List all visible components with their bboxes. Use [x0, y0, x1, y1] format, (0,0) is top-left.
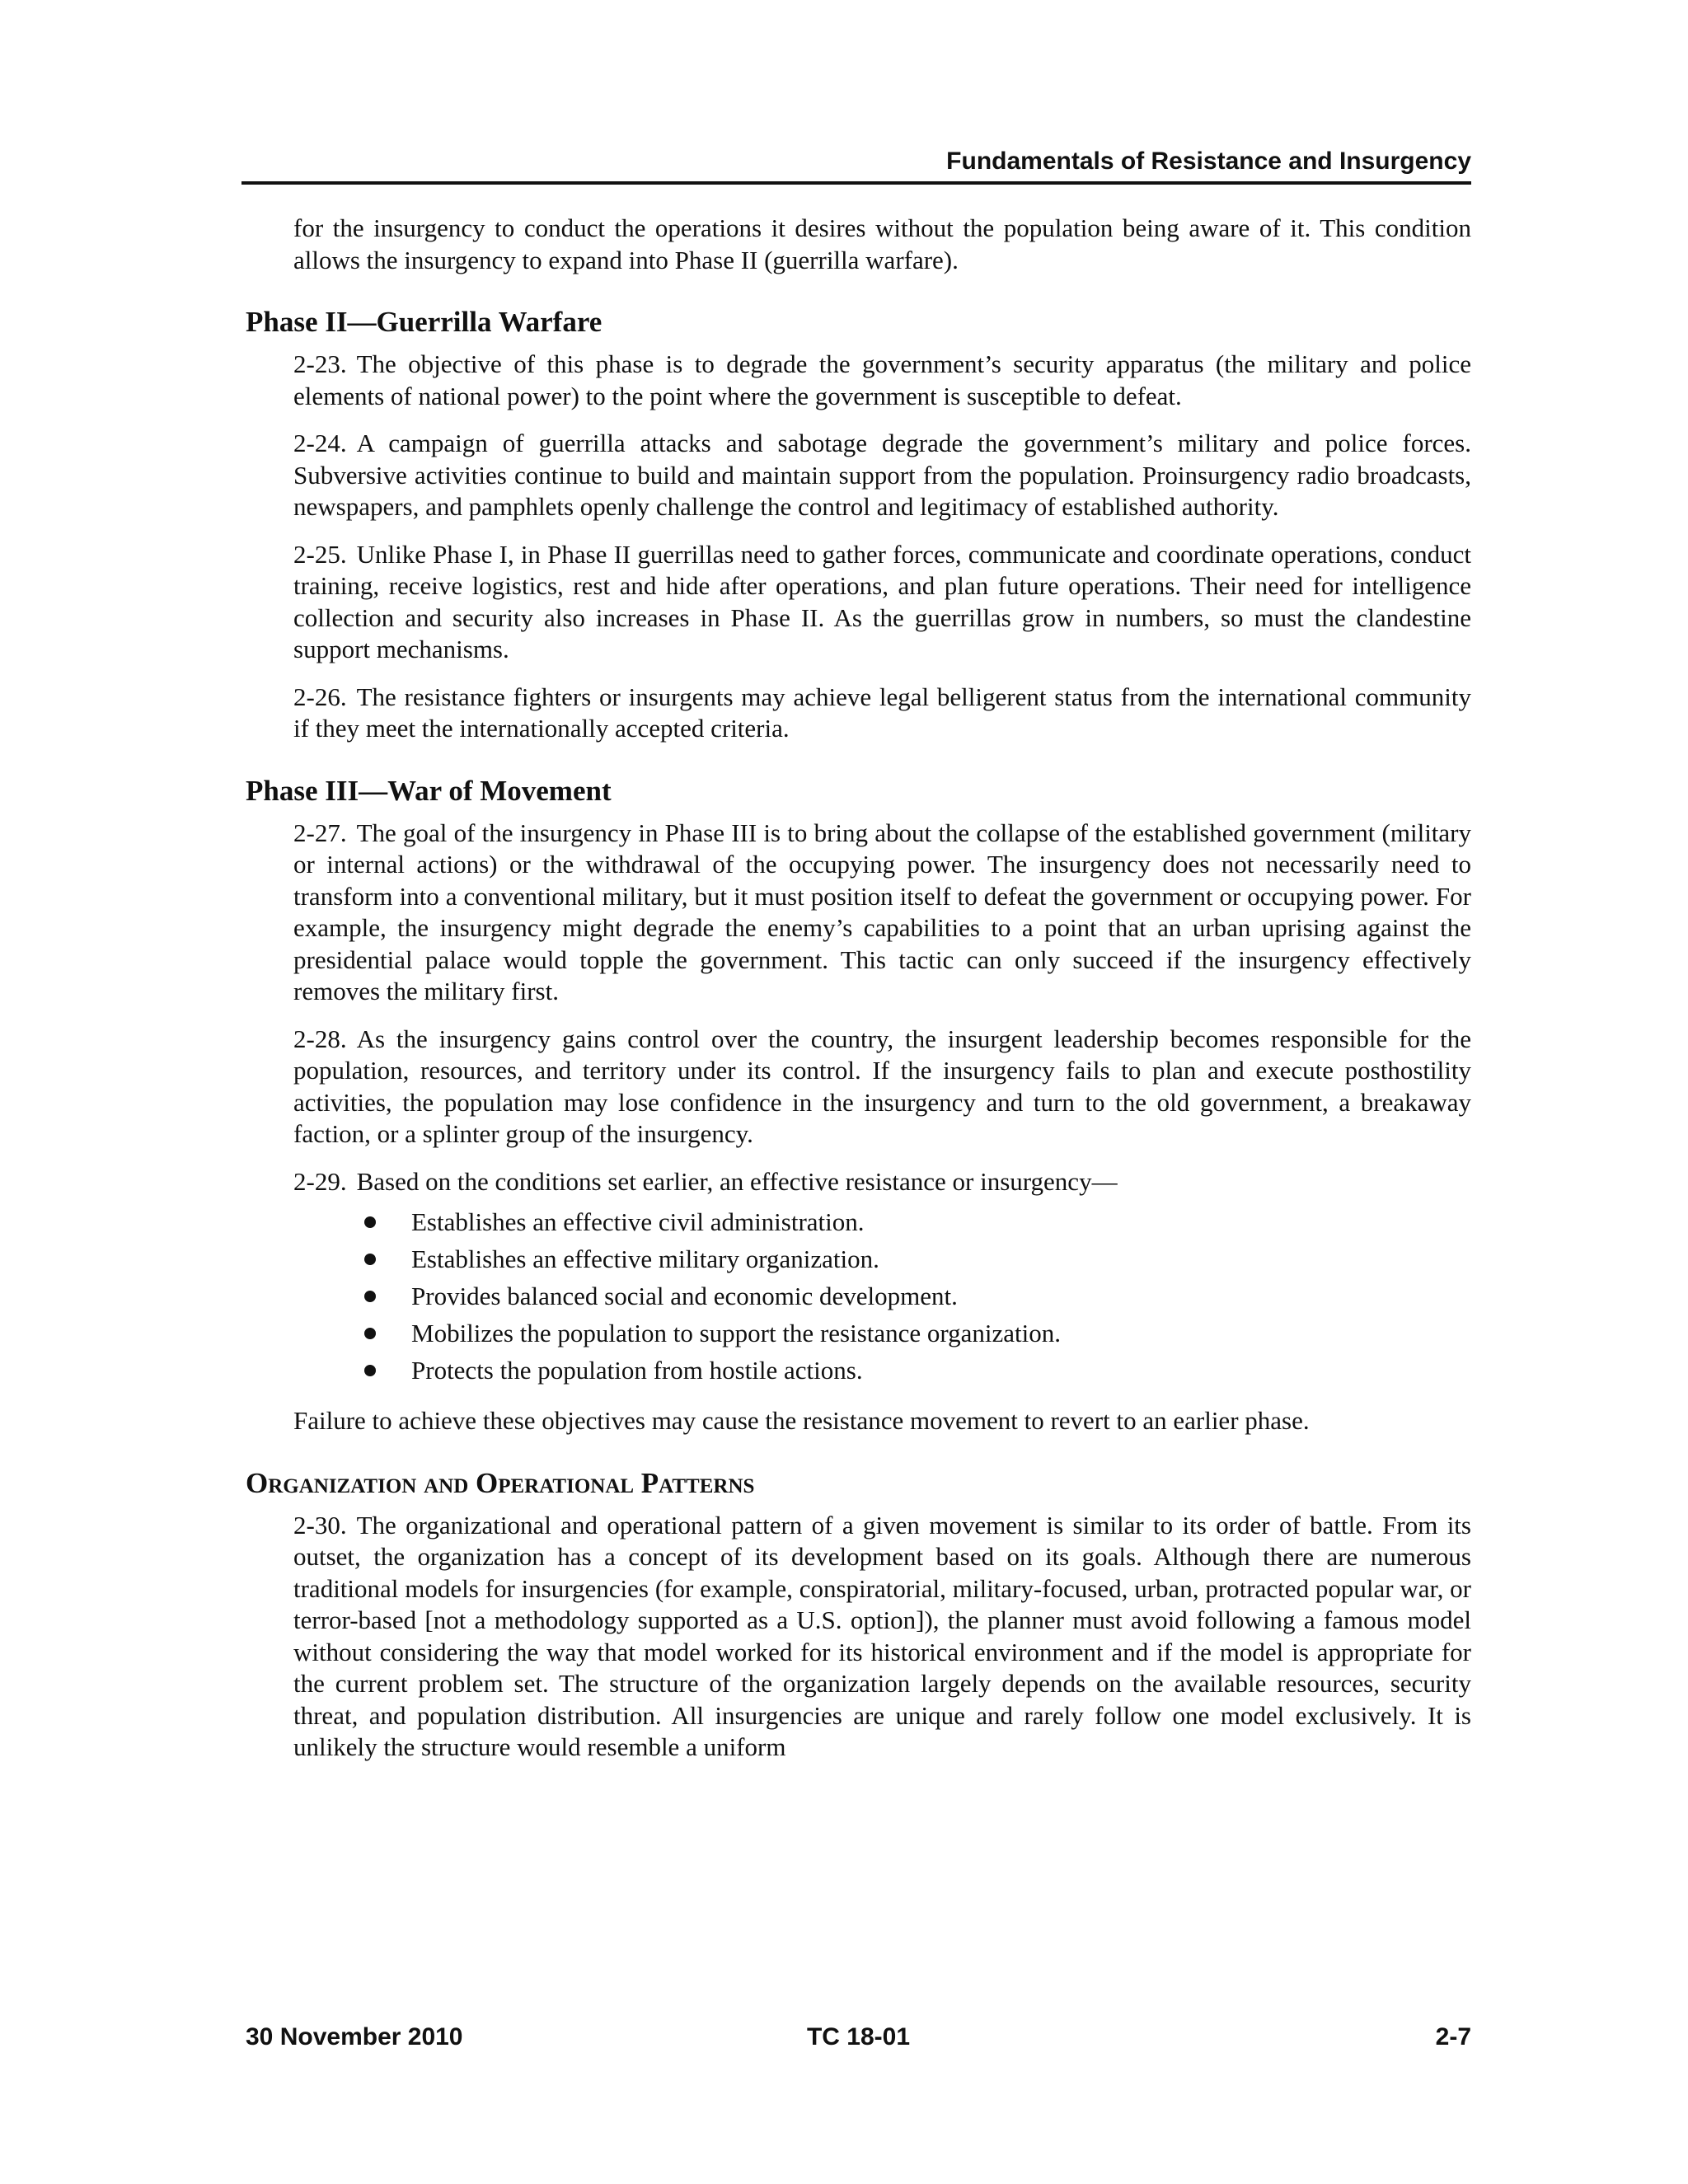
- paragraph-2-23: [293, 349, 1471, 412]
- list-item-text: Protects the population from hostile actions.: [411, 1356, 863, 1385]
- bullet-icon: [364, 1328, 376, 1339]
- list-item: [293, 1277, 1471, 1315]
- running-header: [241, 147, 1471, 185]
- list-item-text: Provides balanced social and economic development.: [411, 1282, 958, 1310]
- bullet-icon: [364, 1291, 376, 1302]
- paragraph-text: Unlike Phase I, in Phase II guerrillas need to gather forces, communicate and coordinate operations, conduct training, receive logistics, rest and hide after operations, and plan future operations. Their need for intelligence collection and security also increases in Phase II. As the guerrillas grow in numbers, so must the clandestine support mechanisms.: [293, 539, 1471, 663]
- bullet-list: [293, 1203, 1471, 1389]
- paragraph-number: 2-24.: [293, 429, 347, 457]
- bullet-icon: [364, 1365, 376, 1376]
- footer-doc-id: TC 18-01: [806, 2023, 911, 2050]
- paragraph-text: The goal of the insurgency in Phase III is to bring about the collapse of the established government (military or internal actions) or the withdrawal of the occupying power. The insurgency does not necessarily need to transform into a conventional military, but it must position itself to defeat the government or occupying power. For example, the insurgency might degrade the enemy’s capabilities to a point that an urban uprising against the presidential palace would topple the government. This tactic can only succeed if the insurgency effectively removes the military first.: [293, 818, 1471, 1005]
- list-item: [293, 1240, 1471, 1277]
- paragraph-2-27: [293, 818, 1471, 1008]
- organization-heading: Organization and Operational Patterns: [246, 1466, 755, 1499]
- list-item-text: Establishes an effective military organization.: [411, 1244, 879, 1273]
- paragraph-2-24: [293, 428, 1471, 523]
- paragraph-number: 2-26.: [293, 682, 347, 711]
- paragraph-number: 2-28.: [293, 1024, 347, 1053]
- list-item: [293, 1352, 1471, 1389]
- paragraph-text: As the insurgency gains control over the country, the insurgent leadership becomes responsible for the population, resources, and territory under its control. If the insurgency fails to plan and execute posthostility activities, the population may lose confidence in the insurgency and turn to the old government, a breakaway faction, or a splinter group of the insurgency.: [293, 1024, 1471, 1148]
- paragraph-number: 2-23.: [293, 349, 347, 378]
- list-item-text: Establishes an effective civil administration.: [411, 1207, 865, 1236]
- paragraph-2-28: [293, 1024, 1471, 1151]
- list-item: [293, 1315, 1471, 1352]
- paragraph-text: The organizational and operational pattern of a given movement is similar to its order of battle. From its outset, the organization has a concept of its development based on its goals. Although there are numerous traditional models for insurgencies (for example, conspiratorial, military-focused, urban, protracted popular war, or terror-based [not a methodology supported as a U.S. option]), the planner must avoid following a famous model without considering the way that model worked for its historical environment and if the model is appropriate for the current problem set. The structure of the organization largely depends on the available resources, security threat, and population distribution. All insurgencies are unique and rarely follow one model exclusively. It is unlikely the structure would resemble a uniform: [293, 1510, 1471, 1761]
- paragraph-text: The resistance fighters or insurgents may achieve legal belligerent status from the international community if they meet the internationally accepted criteria.: [293, 682, 1471, 743]
- phase3-heading: Phase III—War of Movement: [246, 774, 612, 807]
- running-header-title: Fundamentals of Resistance and Insurgency: [946, 148, 1471, 175]
- paragraph-text: The objective of this phase is to degrade the government’s security apparatus (the military and police elements of national power) to the point where the government is susceptible to defeat.: [293, 349, 1471, 410]
- list-item: [293, 1203, 1471, 1240]
- paragraph-number: 2-25.: [293, 539, 347, 569]
- phase2-heading: Phase II—Guerrilla Warfare: [246, 306, 603, 338]
- intro-paragraph: for the insurgency to conduct the operations it desires without the population being aware of it. This condition allows the insurgency to expand into Phase II (guerrilla warfare).: [293, 213, 1471, 274]
- paragraph-text: Based on the conditions set earlier, an effective resistance or insurgency—: [356, 1166, 1118, 1196]
- paragraph-2-25: [293, 539, 1471, 666]
- list-item-text: Mobilizes the population to support the resistance organization.: [411, 1319, 1062, 1347]
- paragraph-2-30: [293, 1510, 1471, 1764]
- footer-date: 30 November 2010: [246, 2023, 463, 2050]
- paragraph-number: 2-27.: [293, 818, 347, 847]
- footer-page-number: 2-7: [1435, 2023, 1471, 2050]
- bullet-icon: [364, 1254, 376, 1265]
- paragraph-number: 2-29.: [293, 1166, 347, 1196]
- paragraph-text: A campaign of guerrilla attacks and sabotage degrade the government’s military and police forces. Subversive activities continue to build and maintain support from the population. Proinsurgency radio broadcasts, newspapers, and pamphlets openly challenge the control and legitimacy of established authority.: [293, 429, 1471, 521]
- paragraph-2-29: [293, 1166, 1471, 1198]
- paragraph-number: 2-30.: [293, 1510, 347, 1540]
- closing-paragraph: Failure to achieve these objectives may cause the resistance movement to revert to an earlier phase.: [293, 1406, 1310, 1435]
- bullet-icon: [364, 1216, 376, 1228]
- running-footer: [246, 2022, 1471, 2055]
- page-body: [246, 213, 1471, 1779]
- paragraph-2-26: [293, 682, 1471, 745]
